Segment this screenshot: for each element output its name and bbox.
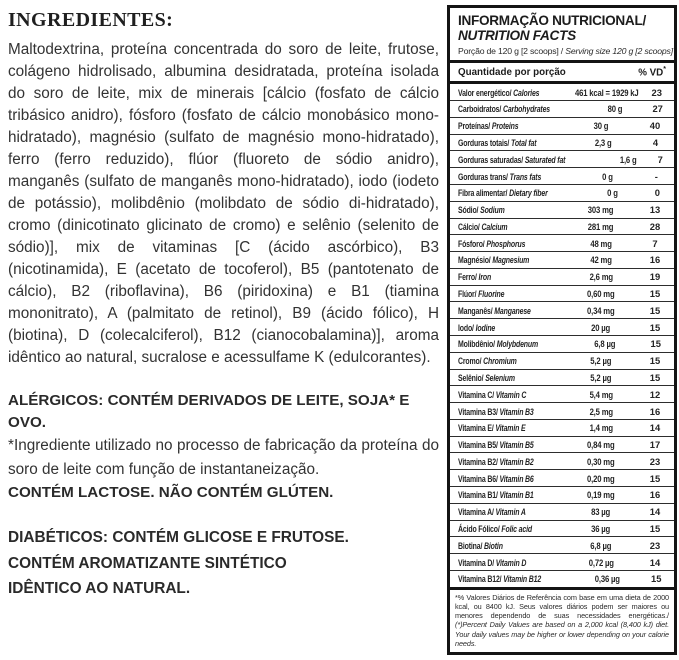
nutrient-daily-value: 7 [652,237,658,249]
nutrient-name: Vitamina B12/ Vitamin B12 [458,573,542,585]
nutrient-amount: 0,19 mg [587,489,615,501]
nutrient-amount: 36 µg [591,522,611,534]
nutrient-name: Manganês/ Manganese [458,304,531,316]
diabetics-statement-line: IDÊNTICO AO NATURAL. [8,580,191,597]
nutrient-name: Vitamina C/ Vitamin C [458,388,527,400]
nutrient-amount: 0,34 mg [587,304,615,316]
nutrient-name: Fibra alimentar/ Dietary fiber [458,187,548,199]
nutrition-facts-table [447,5,677,655]
nutrient-amount: 5,2 µg [590,355,612,367]
nutrient-name: Vitamina B5/ Vitamin B5 [458,439,534,451]
nutrient-name: Vitamina B2/ Vitamin B2 [458,455,534,467]
nutrient-daily-value: 15 [649,355,661,367]
nutrient-amount: 0,84 mg [587,439,615,451]
nutrient-name: Gorduras saturadas/ Saturated fat [458,153,566,165]
nutrient-daily-value: 13 [649,204,661,216]
nutrient-row [450,554,674,571]
nutrient-name: Molibdênio/ Molybdenum [458,338,539,350]
ingredients-text: Maltodextrina, proteína concentrada do soro de leite, frutose, colágeno hidrolisado, albumina desidratada, proteína isolada do soro de leite, mix de minerais [cálcio (fosfato de cálcio tribásico anidro), fósforo (fosfato de cálcio monobásico mono-hidratado), magnésio (sulfato de magnésio mono-hidratado), ferro (ferro reduzido), flúor (fluoreto de sódio anidro), manganês (sulfato de manganês mono-hidratado), iodo (iodeto de potássio), molibdênio (molibdato de sódio di-hidratado), cromo (dinicotinato glicinato de cromo) e selênio (selenito de sódio)], mix de vitaminas [C (ácido ascórbico), B3 (nicotinamida), E (acetato de tocoferol), B5 (pantotenato de cálcio), B2 (riboflavina), B6 (piridoxina) e B1 (tiamina mononitrato), A (palmitato de retinol), B9 (ácido fólico), H (biotina), D (colecalciferol), B12 (cianocobalamina)], aroma idêntico ao natural, sucralose e acessulfame K (edulcorantes). [8,41,439,366]
nutrient-daily-value: 17 [649,439,661,451]
nutrient-amount: 83 µg [591,506,611,518]
nutrient-row [450,403,674,420]
nutrient-row [450,537,674,554]
nutrient-daily-value: 14 [649,422,661,434]
nutrient-daily-value: - [654,170,658,182]
nutrient-amount: 303 mg [588,204,614,216]
nutrient-daily-value: 15 [650,338,661,350]
nutrition-rows [450,84,674,587]
nutrient-daily-value: 7 [657,153,663,165]
nutrition-title [458,14,666,43]
nutrient-name: Ácido Fólico/ Folic acid [458,522,532,534]
nutrient-name: Vitamina B6/ Vitamin B6 [458,472,534,484]
nutrient-daily-value: 15 [649,288,661,300]
nutrient-row [450,135,674,152]
nutrient-name: Gorduras trans/ Trans fats [458,170,542,182]
nutrient-row [450,235,674,252]
nutrient-name: Cálcio/ Calcium [458,220,508,232]
nutrient-daily-value: 23 [649,455,661,467]
allergens-footnote: *Ingrediente utilizado no processo de fabricação da proteína do soro de leite com função de instantaneização. [8,437,439,478]
nutrient-row [450,219,674,236]
nutrient-row [450,302,674,319]
nutrient-row [450,386,674,403]
nutrient-daily-value: 15 [649,472,661,484]
nutrient-row [450,151,674,168]
nutrient-daily-value: 15 [649,304,661,316]
nutrient-daily-value: 12 [649,388,661,400]
nutrient-daily-value: 16 [649,254,661,266]
nutrient-amount: 6,8 µg [594,338,616,350]
nutrient-name: Iodo/ Iodine [458,321,496,333]
nutrient-amount: 1,4 mg [589,422,613,434]
nutrient-amount: 0,20 mg [587,472,615,484]
nutrient-row [450,571,674,587]
nutrient-name: Vitamina A/ Vitamin A [458,506,526,518]
nutrient-row [450,521,674,538]
diabetics-section [8,525,439,602]
nutrient-amount: 2,5 mg [589,405,613,417]
nutrient-daily-value: 4 [652,137,659,148]
nutrient-amount: 2,6 mg [589,271,613,283]
nutrient-amount: 461 kcal = 1929 kJ [574,86,639,98]
column-header-quantity: Quantidade por porção [458,66,566,78]
nutrient-name: Gorduras totais/ Total fat [458,137,537,148]
nutrient-daily-value: 19 [649,271,661,283]
nutrient-amount: 0,72 µg [588,556,614,568]
nutrient-name: Valor energético/ Calories [458,86,540,98]
nutrition-title-en: NUTRITION FACTS [458,27,576,43]
nutrient-row [450,118,674,135]
table-column-header [450,63,674,81]
nutrient-name: Cromo/ Chromium [458,355,517,367]
nutrient-row [450,269,674,286]
nutrient-row [450,420,674,437]
nutrient-amount: 42 mg [590,254,612,266]
nutrient-amount: 0,36 µg [594,573,620,585]
nutrient-name: Fósforo/ Phosphorus [458,237,526,249]
nutrient-name: Vitamina E/ Vitamin E [458,422,526,434]
diabetics-statement-line: CONTÉM AROMATIZANTE SINTÉTICO [8,554,287,572]
nutrient-daily-value: 0 [654,187,660,199]
allergens-statement: ALÉRGICOS: CONTÉM DERIVADOS DE LEITE, SOJA* E OVO. [8,392,410,431]
nutrient-row [450,185,674,202]
nutrient-amount: 0,60 mg [587,288,615,300]
diabetics-statement-line: DIABÉTICOS: CONTÉM GLICOSE E FRUTOSE. [8,529,349,546]
nutrient-amount: 6,8 µg [590,539,612,551]
nutrient-row [450,202,674,219]
allergens-section [8,390,439,504]
nutrient-row [450,370,674,387]
nutrient-amount: 30 g [593,120,609,132]
nutrient-row [450,286,674,303]
nutrient-amount: 5,4 mg [589,388,613,400]
nutrient-amount: 0 g [607,187,619,199]
nutrient-name: Selênio/ Selenium [458,371,515,383]
nutrient-daily-value: 28 [649,220,661,232]
nutrient-daily-value: 15 [649,321,661,333]
nutrient-daily-value: 16 [649,405,661,417]
nutrient-daily-value: 15 [649,371,661,383]
nutrient-row [450,336,674,353]
nutrient-name: Magnésio/ Magnesium [458,254,530,266]
nutrient-name: Vitamina D/ Vitamin D [458,556,527,568]
nutrient-name: Ferro/ Iron [458,271,492,283]
nutrient-row [450,84,674,101]
nutrient-row [450,437,674,454]
nutrient-amount: 281 mg [588,220,614,232]
ingredients-panel [8,9,439,602]
nutrient-daily-value: 16 [649,489,661,501]
nutrient-daily-value: 23 [649,539,661,551]
nutrient-name: Vitamina B3/ Vitamin B3 [458,405,534,417]
nutrient-daily-value: 15 [649,522,661,534]
nutrient-amount: 0,30 mg [587,455,615,467]
nutrition-title-pt: INFORMAÇÃO NUTRICIONAL/ [458,13,646,28]
nutrient-daily-value: 27 [652,103,663,115]
nutrient-daily-value: 23 [651,86,662,98]
nutrient-name: Sódio/ Sodium [458,204,505,216]
column-header-dv: % VD* [638,66,666,79]
nutrient-amount: 80 g [607,103,623,115]
nutrient-amount: 5,2 µg [590,371,612,383]
nutrient-amount: 20 µg [591,321,611,333]
nutrient-amount: 48 mg [590,237,612,249]
nutrient-row [450,487,674,504]
nutrient-amount: 1,6 g [619,153,637,165]
nutrient-row [450,470,674,487]
nutrient-name: Flúor/ Fluorine [458,288,505,300]
nutrient-daily-value: 14 [649,556,661,568]
serving-size-line: Porção de 120 g [2 scoops] / Serving size 120 g [2 scoops] [458,46,673,56]
nutrient-amount: 0 g [602,170,613,182]
nutrient-row [450,168,674,185]
nutrient-daily-value: 15 [651,573,662,585]
nutrient-name: Carboidratos/ Carbohydrates [458,103,551,115]
nutrient-name: Vitamina B1/ Vitamin B1 [458,489,534,501]
lactose-gluten-statement: CONTÉM LACTOSE. NÃO CONTÉM GLÚTEN. [8,484,334,501]
nutrient-row [450,319,674,336]
nutrient-row [450,504,674,521]
nutrient-name: Proteínas/ Proteins [458,120,519,132]
nutrient-row [450,252,674,269]
daily-values-footnote: *% Valores Diários de Referência com base em uma dieta de 2000 kcal, ou 8400 kJ. Seus valores diários podem ser maiores ou menores dependendo de suas necessidades energéticas./ (*)Percent Daily Values are based on a 2,000 kcal (8,400 kJ) diet. Your daily values may be higher or lower depending on your calorie needs. [450,587,674,652]
nutrition-table-header [450,8,674,60]
nutrient-row [450,101,674,118]
nutrient-daily-value: 40 [649,120,661,132]
ingredients-heading: INGREDIENTES: [8,9,174,31]
nutrient-name: Biotina/ Biotin [458,539,503,551]
nutrient-amount: 2,3 g [595,137,612,148]
nutrient-row [450,353,674,370]
nutrient-daily-value: 14 [649,506,661,518]
nutrient-row [450,453,674,470]
